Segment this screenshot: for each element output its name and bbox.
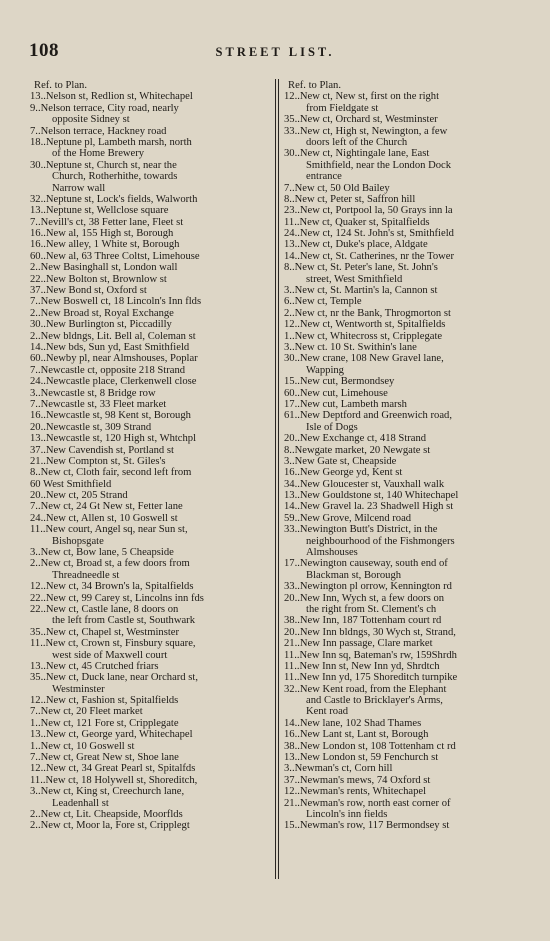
street-entry: 13..Neptune st, Wellclose square — [30, 205, 169, 217]
street-entry: 11..New Inn st, New Inn yd, Shrdtch — [284, 660, 440, 672]
street-entry: 37..New Bond st, Oxford st — [30, 285, 147, 297]
street-entry: 14..New lane, 102 Shad Thames — [284, 717, 422, 729]
street-entry: 20..Newcastle st, 309 Strand — [30, 421, 152, 433]
street-entry: 16..New alley, 1 White st, Borough — [30, 239, 180, 251]
street-entry: 7..New ct, 20 Fleet market — [30, 706, 143, 718]
street-entry: of the Home Brewery — [52, 148, 145, 160]
street-entry: 3..Newman's ct, Corn hill — [284, 763, 393, 775]
street-entry: 22..New ct, Castle lane, 8 doors on — [30, 603, 179, 615]
running-head: STREET LIST. — [215, 45, 335, 59]
street-entry: 37..New Cavendish st, Portland st — [30, 444, 174, 456]
street-entry: the left from Castle st, Southwark — [52, 615, 195, 627]
street-entry: 12..New ct, 34 Great Pearl st, Spitalfds — [30, 763, 196, 775]
column-divider — [275, 79, 279, 879]
street-entry: 13..New ct, Duke's place, Aldgate — [284, 239, 428, 251]
street-entry: 9..Nelson terrace, City road, nearly — [30, 102, 179, 114]
street-entry: 3..New ct. 10 St. Swithin's lane — [284, 341, 417, 353]
street-entry: 32..Neptune st, Lock's fields, Walworth — [30, 193, 198, 205]
street-entry: 11..New ct, Crown st, Finsbury square, — [30, 638, 196, 650]
street-entry: 38..New Inn, 187 Tottenham court rd — [284, 615, 442, 627]
street-entry: Lincoln's inn fields — [306, 809, 388, 820]
page-number: 108 — [29, 40, 59, 61]
street-entry: 7..New ct, 24 Gt New st, Fetter lane — [30, 501, 183, 513]
street-entry: 35..New ct, Chapel st, Westminster — [30, 626, 180, 638]
street-entry: 12..New ct, Wentworth st, Spitalfields — [284, 319, 446, 331]
street-entry: west side of Maxwell court — [52, 649, 168, 661]
street-entry: 6..New ct, Temple — [284, 296, 362, 308]
street-entry: from Fieldgate st — [306, 102, 379, 114]
street-entry: 32..New Kent road, from the Elephant — [284, 683, 447, 695]
street-entry: 13..New Gouldstone st, 140 Whitechapel — [284, 490, 459, 502]
street-entry: 8..New ct, St. Peter's lane, St. John's — [284, 262, 438, 274]
street-entry: 30..New ct, Nightingale lane, East — [284, 148, 430, 160]
street-entry: 7..Newcastle ct, opposite 218 Strand — [30, 364, 186, 376]
street-entry: Smithfield, near the London Dock — [306, 159, 452, 171]
street-entry: 3..New ct, King st, Creechurch lane, — [30, 786, 185, 798]
street-entry: 22..New ct, 99 Carey st, Lincolns inn fds — [30, 592, 204, 604]
street-entry: 23..New ct, Portpool la, 50 Grays inn la — [284, 205, 453, 217]
street-entry: 7..Nevill's ct, 38 Fetter lane, Fleet st — [30, 216, 184, 228]
street-entry: neighbourhood of the Fishmongers — [306, 535, 455, 547]
street-entry: 21..New Compton st, St. Giles's — [30, 455, 166, 467]
street-entry: 12..New ct, 34 Brown's la, Spitalfields — [30, 581, 194, 593]
street-entry: 1..New ct, 10 Goswell st — [30, 740, 135, 752]
street-entry: 20..New Inn, Wych st, a few doors on — [284, 592, 445, 604]
street-entry: 14..New bds, Sun yd, East Smithfield — [30, 341, 190, 353]
street-entry: 12..New ct, Fashion st, Spitalfields — [30, 695, 179, 707]
street-entry: street, West Smithfield — [306, 273, 403, 285]
street-entry: Church, Rotherhithe, towards — [52, 171, 178, 183]
street-entry: 21..New Inn passage, Clare market — [284, 638, 433, 650]
street-entry: 1..New ct, 121 Fore st, Cripplegate — [30, 717, 179, 729]
street-entry: 15..Newman's row, 117 Bermondsey st — [284, 820, 450, 832]
street-entry: 12..New ct, New st, first on the right — [284, 91, 440, 103]
street-entry: 33..Newington Butt's District, in the — [284, 524, 438, 536]
street-entry: 13..Newcastle st, 120 High st, Whtchpl — [30, 433, 197, 445]
column-heading: Ref. to Plan. — [288, 80, 341, 91]
street-entry: 7..New Boswell ct, 18 Lincoln's Inn flds — [30, 296, 202, 308]
street-entry: 12..Newman's rents, Whitechapel — [284, 786, 427, 798]
street-entry: 60..New cut, Limehouse — [284, 387, 388, 399]
street-entry: Threadneedle st — [52, 569, 120, 581]
street-entry: Almshouses — [306, 547, 358, 559]
street-entry: 3..New ct, Bow lane, 5 Cheapside — [30, 547, 174, 559]
street-entry: 11..New court, Angel sq, near Sun st, — [30, 524, 188, 536]
street-entry: 7..Nelson terrace, Hackney road — [30, 125, 167, 137]
column-heading: Ref. to Plan. — [34, 80, 87, 91]
street-entry: 30..Neptune st, Church st, near the — [30, 159, 177, 171]
street-entry: 3..Newcastle st, 8 Bridge row — [30, 387, 156, 399]
street-entry: 3..New ct, St. Martin's la, Cannon st — [284, 285, 438, 297]
street-entry: 16..New al, 155 High st, Borough — [30, 228, 174, 240]
street-entry: 59..New Grove, Milcend road — [284, 512, 412, 524]
street-entry: 24..New ct, Allen st, 10 Goswell st — [30, 512, 178, 524]
street-entry: 18..Neptune pl, Lambeth marsh, north — [30, 136, 192, 148]
street-entry: 8..New ct, Peter st, Saffron hill — [284, 193, 416, 205]
street-entry: 2..New ct, Moor la, Fore st, Cripplegt — [30, 820, 190, 832]
street-entry: 15..New cut, Bermondsey — [284, 376, 395, 388]
street-entry: 20..New ct, 205 Strand — [30, 490, 128, 502]
street-entry: 37..Newman's mews, 74 Oxford st — [284, 774, 431, 786]
street-entry: 16..New Lant st, Lant st, Borough — [284, 729, 429, 741]
street-entry: 17..Newington causeway, south end of — [284, 558, 448, 570]
street-entry: Narrow wall — [52, 182, 106, 194]
street-entry: 13..Nelson st, Redlion st, Whitechapel — [30, 91, 193, 103]
street-entry: 8..Newgate market, 20 Newgate st — [284, 444, 431, 456]
street-entry: doors left of the Church — [306, 136, 408, 148]
street-entry: 2..New ct, Broad st, a few doors from — [30, 558, 190, 570]
street-entry: 60..New al, 63 Three Coltst, Limehouse — [30, 250, 200, 262]
street-entry: 1..New ct, Whitecross st, Cripplegate — [284, 330, 443, 342]
street-entry: Blackman st, Borough — [306, 569, 402, 581]
street-entry: 13..New London st, 59 Fenchurch st — [284, 752, 439, 764]
street-entry: 2..New ct, Lit. Cheapside, Moorflds — [30, 809, 183, 820]
street-entry: 60..Newby pl, near Almshouses, Poplar — [30, 353, 198, 365]
street-entry: 35..New ct, Duck lane, near Orchard st, — [30, 672, 198, 684]
street-entry: 17..New cut, Lambeth marsh — [284, 398, 407, 410]
street-entry: entrance — [306, 171, 342, 183]
street-entry: 13..New ct, George yard, Whitechapel — [30, 729, 193, 741]
street-entry: 7..New ct, Great New st, Shoe lane — [30, 752, 179, 764]
left-column — [30, 80, 275, 832]
street-entry: Westminster — [52, 683, 105, 695]
street-entry: 2..New bldngs, Lit. Bell al, Coleman st — [30, 330, 196, 342]
street-entry: 2..New ct, nr the Bank, Throgmorton st — [284, 307, 451, 319]
street-entry: 2..New Broad st, Royal Exchange — [30, 307, 174, 319]
street-entry: opposite Sidney st — [52, 114, 130, 126]
street-entry: 30..New Burlington st, Piccadilly — [30, 319, 172, 331]
street-entry: 60 West Smithfield — [30, 478, 112, 490]
street-entry: 16..Newcastle st, 98 Kent st, Borough — [30, 410, 191, 422]
street-entry: 61..New Deptford and Greenwich road, — [284, 410, 452, 422]
street-entry: 11..New ct, Quaker st, Spitalfields — [284, 216, 430, 228]
street-entry: Wapping — [306, 364, 344, 376]
street-entry: 24..Newcastle place, Clerkenwell close — [30, 376, 197, 388]
right-column — [284, 80, 530, 832]
street-entry: 8..New ct, Cloth fair, second left from — [30, 467, 192, 479]
street-entry: 35..New ct, Orchard st, Westminster — [284, 114, 438, 126]
street-entry: Leadenhall st — [52, 797, 109, 809]
street-entry: 7..New ct, 50 Old Bailey — [284, 182, 390, 194]
street-entry: 22..New Bolton st, Brownlow st — [30, 273, 167, 285]
street-entry: 33..New ct, High st, Newington, a few — [284, 125, 448, 137]
street-entry: 14..New ct, St. Catherines, nr the Tower — [284, 250, 454, 262]
street-entry: 38..New London st, 108 Tottenham ct rd — [284, 740, 456, 752]
street-entry: 21..Newman's row, north east corner of — [284, 797, 451, 809]
street-entry: Kent road — [306, 706, 349, 718]
street-entry: 11..New ct, 18 Holywell st, Shoreditch, — [30, 774, 198, 786]
street-entry: 14..New Gravel la. 23 Shadwell High st — [284, 501, 454, 513]
street-entry: 16..New George yd, Kent st — [284, 467, 403, 479]
street-entry: 7..Newcastle st, 33 Fleet market — [30, 398, 167, 410]
street-entry: 2..New Basinghall st, London wall — [30, 262, 178, 274]
street-entry: 3..New Gate st, Cheapside — [284, 455, 397, 467]
street-entry: the right from St. Clement's ch — [306, 603, 437, 615]
street-entry: and Castle to Bricklayer's Arms, — [306, 695, 443, 707]
street-entry: 34..New Gloucester st, Vauxhall walk — [284, 478, 445, 490]
street-entry: 13..New ct, 45 Crutched friars — [30, 660, 159, 672]
street-entry: Isle of Dogs — [306, 421, 358, 433]
street-entry: 33..Newington pl orrow, Kennington rd — [284, 581, 452, 593]
street-entry: 30..New crane, 108 New Gravel lane, — [284, 353, 444, 365]
street-entry: Bishopsgate — [52, 535, 104, 547]
street-entry: 20..New Inn bldngs, 30 Wych st, Strand, — [284, 626, 456, 638]
street-entry: 24..New ct, 124 St. John's st, Smithfield — [284, 228, 454, 240]
street-entry: 20..New Exchange ct, 418 Strand — [284, 433, 427, 445]
street-entry: 11..New Inn sq, Bateman's rw, 159Shrdh — [284, 649, 457, 661]
street-entry: 11..New Inn yd, 175 Shoreditch turnpike — [284, 672, 458, 684]
